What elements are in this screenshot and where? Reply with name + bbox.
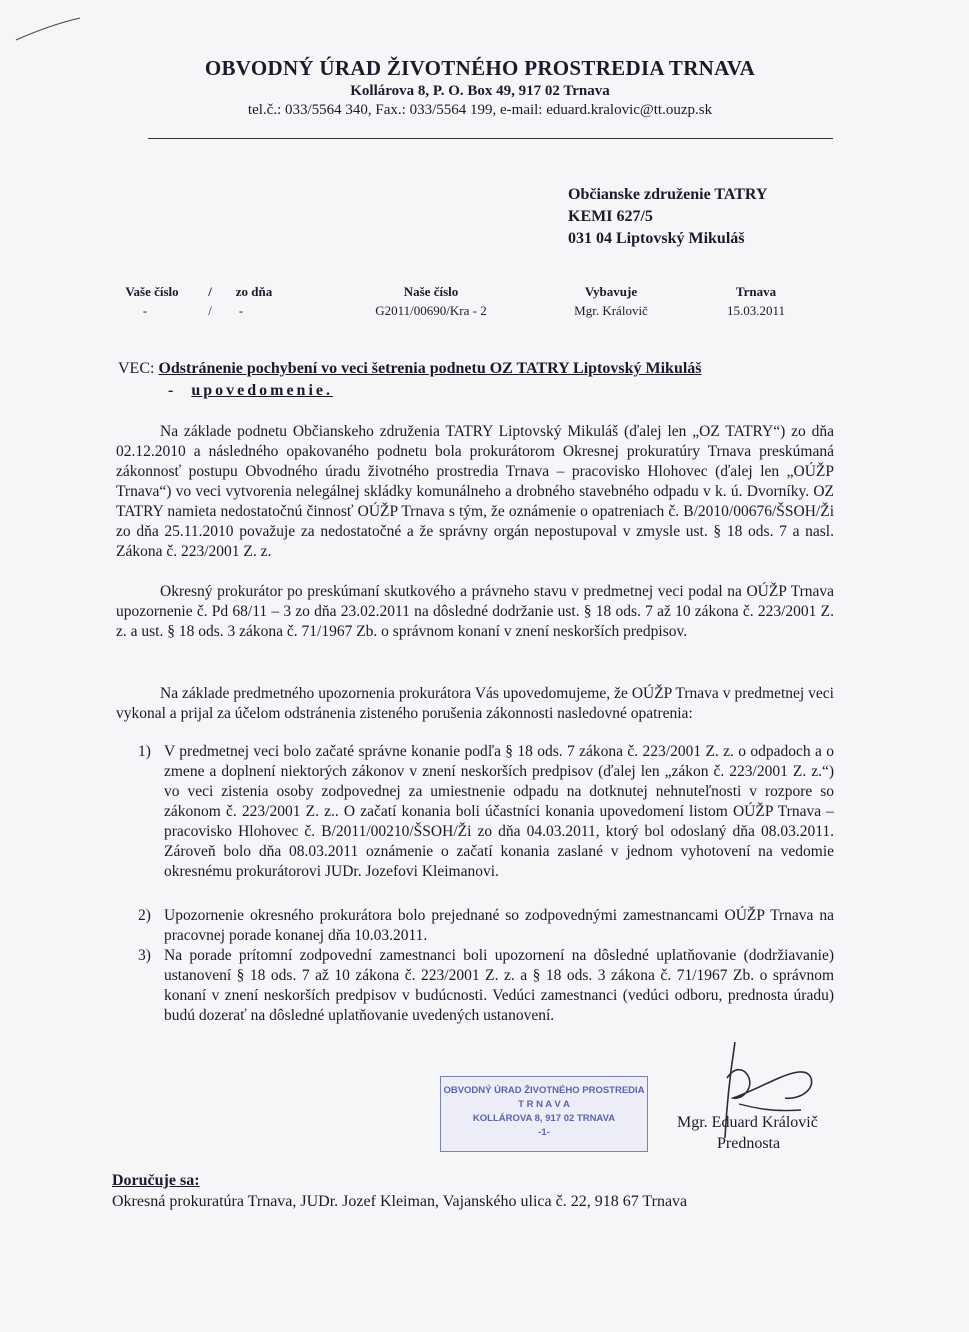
office-contact: tel.č.: 033/5564 340, Fax.: 033/5564 199, e-mail: eduard.kralovic@tt.ouzp.sk — [247, 102, 713, 118]
measure-text: Upozornenie okresného prokurátora bolo prejednané so zodpovednými zamestnancami OÚŽP Trnava na pracovnej porade konanej dňa 10.03.2011. — [164, 907, 834, 944]
measure-text: Na porade prítomní zodpovední zamestnanci boli upozornení na dôsledné uplatňovanie (dodržiavanie) ustanovení § 18 ods. 7 až 10 zákona č. 223/2001 Z. z. a § 18 ods. 3 zákona č. 71/1967 Zb. o správnom konaní v znení neskorších predpisov v budúcnosti. Vedúci zamestnanci (vedúci odboru, prednosta úradu) budú dozerať na dôsledné uplatňovanie uvedených ustanovení. — [164, 947, 834, 1024]
paragraph-3: Na základe predmetného upozornenia prokurátora Vás upovedomujeme, že OÚŽP Trnava v predmetnej veci vykonal a prijal za účelom odstránenia zisteného porušenia zákonnosti nasledovné opatrenia: — [116, 685, 834, 722]
stamp-line-1: OBVODNÝ ÚRAD ŽIVOTNÉHO PROSTREDIA — [443, 1085, 645, 1096]
subject-text: Odstránenie pochybení vo veci šetrenia podnetu OZ TATRY Liptovský Mikuláš — [158, 360, 702, 377]
recipient-line-1: Občianske združenie TATRY — [568, 186, 768, 203]
ref-date-label: zo dňa — [235, 284, 273, 299]
ref-date-value: - — [238, 303, 244, 318]
office-stamp — [440, 1076, 648, 1152]
signature-block — [677, 1112, 818, 1154]
ref-our-number-value: G2011/00690/Kra - 2 — [375, 303, 487, 318]
measure-item-3 — [116, 946, 834, 1026]
delivery-recipient: Okresná prokuratúra Trnava, JUDr. Jozef Kleiman, Vajanského ulica č. 22, 918 67 Trnava — [112, 1193, 688, 1210]
ref-handler — [556, 282, 666, 320]
paragraph-1: Na základe podnetu Občianskeho združenia TATRY Liptovský Mikuláš (ďalej len „OZ TATRY“) zo dňa 02.12.2010 a následného opakovaného podnetu bola prokurátorom Okresnej prokuratúry Trnava preskúmaná zákonnosť postupu Obvodného úradu životného prostredia Trnava – pracovisko Hlohovec (ďalej len „OÚŽP Trnava“) vo veci vytvorenia nelegálnej skládky komunálneho a drobného stavebného odpadu v k. ú. Dvorníky. OZ TATRY namieta nedostatočnú činnosť OÚŽP Trnava s tým, že oznámenie o opatreniach č. B/2010/00676/ŠSOH/Ži zo dňa 25.11.2010 považuje za nedostatočné a že správny orgán nepostupoval v zmysle ust. § 18 ods. 7 a nasl. Zákona č. 223/2001 Z. z. — [116, 423, 834, 560]
ref-slash-bottom: / — [208, 303, 212, 318]
recipient-address — [568, 184, 767, 250]
recipient-line-3: 031 04 Liptovský Mikuláš — [568, 230, 745, 247]
ref-date — [222, 282, 286, 320]
ref-our-number-label: Naše číslo — [403, 284, 459, 299]
office-name: OBVODNÝ ÚRAD ŽIVOTNÉHO PROSTREDIA TRNAVA — [204, 56, 756, 80]
ref-slash-top: / — [208, 284, 212, 299]
measure-number: 1) — [138, 743, 151, 760]
ref-place-date — [706, 282, 806, 320]
ref-place-label: Trnava — [735, 284, 777, 299]
ref-your-number-value: - — [142, 303, 148, 318]
ref-handler-value: Mgr. Královič — [574, 303, 648, 318]
measure-text: V predmetnej veci bolo začaté správne konanie podľa § 18 ods. 7 zákona č. 223/2001 Z. z. o odpadoch a o zmene a doplnení niektorých zákonov v znení neskorších predpisov (ďalej len „zákon č. 223/2001 Z. z.“) vo veci zistenia osoby zodpovednej za umiestnenie odpadu na dotknutej nehnuteľnosti v rozpore so zákonom č. 223/2001 Z. z.. O začatí konania boli účastníci konania upovedomení listom OÚŽP Trnava – pracovisko Hlohovec č. B/2011/00210/ŠSOH/Ži zo dňa 04.03.2011, ktorý bol odoslaný dňa 08.03.2011. Zároveň bolo dňa 08.03.2011 oznámenie o začatí konania zaslané v jednom vyhotovení na vedomie okresnému prokurátorovi JUDr. Jozefovi Kleimanovi. — [164, 743, 834, 880]
ref-our-number — [356, 282, 506, 320]
subject-dash: - — [168, 382, 174, 399]
stamp-line-2: T R N A V A — [518, 1099, 570, 1110]
ref-handler-label: Vybavuje — [584, 284, 638, 299]
signatory-title: Prednosta — [717, 1135, 781, 1152]
header-divider — [148, 138, 833, 139]
corner-pen-mark — [14, 14, 84, 44]
stamp-line-3: KOLLÁROVA 8, 917 02 TRNAVA — [472, 1113, 616, 1124]
measure-item-2 — [116, 906, 834, 946]
ref-your-number — [112, 282, 192, 320]
subject-line — [118, 358, 702, 402]
measure-item-1 — [116, 742, 834, 882]
office-address: Kollárova 8, P. O. Box 49, 917 02 Trnava — [350, 83, 610, 99]
letterhead — [120, 56, 840, 119]
signatory-name: Mgr. Eduard Královič — [677, 1114, 818, 1131]
stamp-line-4: -1- — [538, 1127, 550, 1138]
subject-label: VEC: — [118, 360, 155, 377]
measure-number: 3) — [138, 947, 151, 964]
measure-number: 2) — [138, 907, 151, 924]
delivery-section — [112, 1170, 687, 1212]
ref-date-issued: 15.03.2011 — [726, 303, 786, 318]
delivery-label: Doručuje sa: — [112, 1172, 200, 1189]
recipient-line-2: KEMI 627/5 — [568, 208, 653, 225]
paragraph-2: Okresný prokurátor po preskúmaní skutkového a právneho stavu v predmetnej veci podal na OÚŽP Trnava upozornenie č. Pd 68/11 – 3 zo dňa 23.02.2011 na dôsledné dodržanie ust. § 18 ods. 7 až 10 zákona č. 223/2001 Z. z. a ust. § 18 ods. 3 zákona č. 71/1967 Zb. o správnom konaní v znení neskorších predpisov. — [116, 583, 834, 640]
ref-your-number-label: Vaše číslo — [125, 284, 179, 299]
subject-subtext: upovedomenie. — [191, 382, 333, 399]
